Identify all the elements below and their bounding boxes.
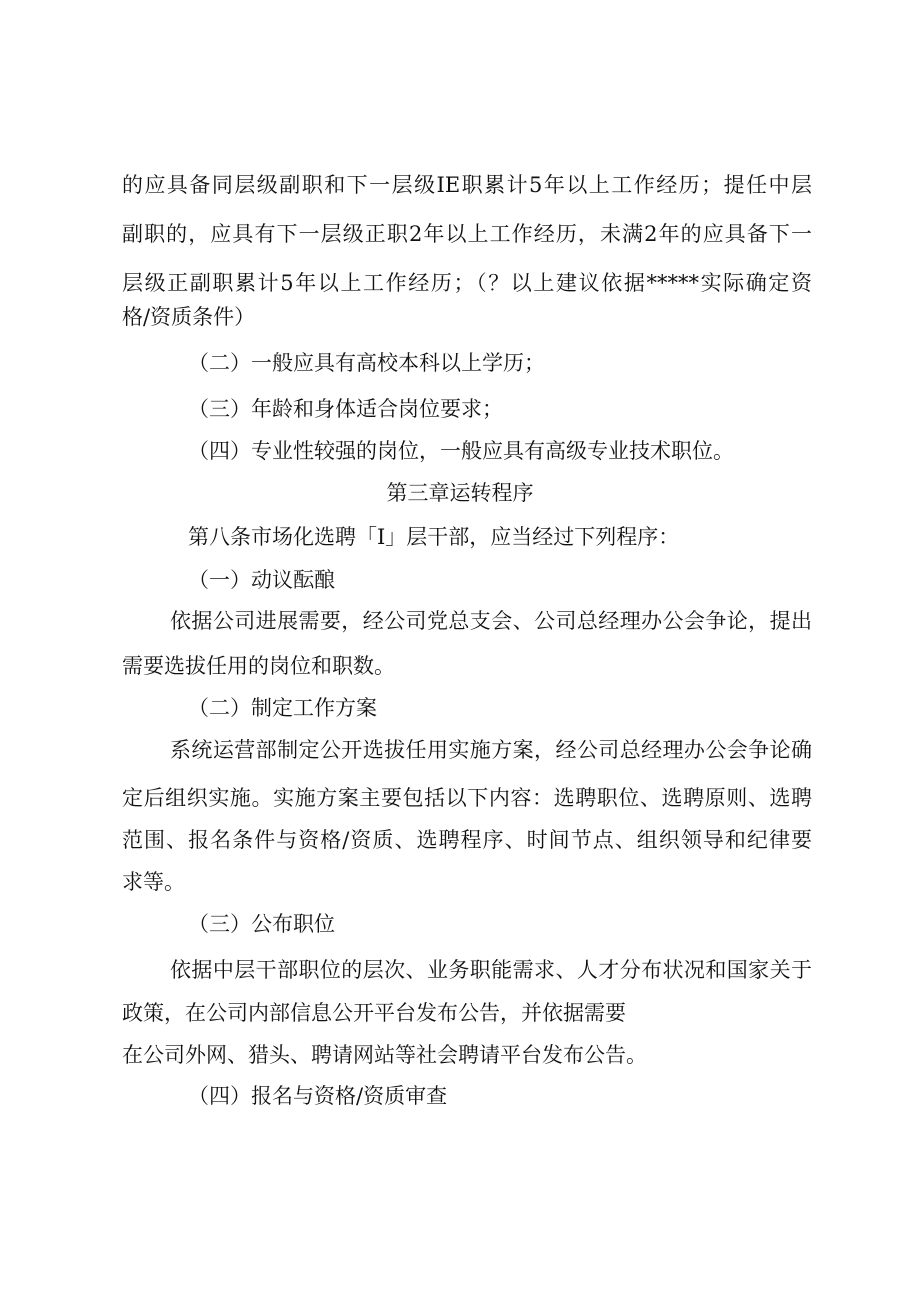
subsection-heading: （二）制定工作方案 <box>188 696 377 720</box>
paragraph-line: 定后组织实施。实施方案主要包括以下内容：选聘职位、选聘原则、选聘 <box>122 786 812 810</box>
paragraph-line: 政策，在公司内部信息公开平台发布公告，并依据需要 <box>122 1001 626 1025</box>
subsection-heading: （三）公布职位 <box>188 912 335 936</box>
article-heading: 第八条市场化选聘「I」层干部，应当经过下列程序： <box>188 525 680 549</box>
list-item: （三）年龄和身体适合岗位要求； <box>188 397 503 421</box>
paragraph-line: 在公司外网、猎头、聘请网站等社会聘请平台发布公告。 <box>122 1043 647 1067</box>
subsection-heading: （一）动议酝酿 <box>188 568 335 592</box>
subsection-heading: （四）报名与资格/资质审查 <box>188 1084 448 1108</box>
paragraph-line: 依据公司进展需要，经公司党总支会、公司总经理办公会争论，提出 <box>170 609 812 633</box>
chapter-heading: 第三章运转程序 <box>386 481 534 505</box>
list-item: （二）一般应具有高校本科以上学历； <box>188 351 545 375</box>
paragraph-line: 副职的，应具有下一层级正职2年以上工作经历，未满2年的应具备下一 <box>122 222 812 246</box>
paragraph-line: 的应具备同层级副职和下一层级IE职累计5年以上工作经历；提任中层 <box>122 173 812 197</box>
list-item: （四）专业性较强的岗位，一般应具有高级专业技术职位。 <box>188 439 734 463</box>
paragraph-line: 依据中层干部职位的层次、业务职能需求、人才分布状况和国家关于 <box>170 958 812 982</box>
paragraph-line: 求等。 <box>122 870 185 894</box>
paragraph-line: 层级正副职累计5年以上工作经历；（？以上建议依据*****实际确定资 <box>122 271 812 295</box>
paragraph-line: 范围、报名条件与资格/资质、选聘程序、时间节点、组织领导和纪律要 <box>122 828 812 852</box>
paragraph-line: 格/资质条件） <box>122 305 256 329</box>
paragraph-line: 需要选拔任用的岗位和职数。 <box>122 654 395 678</box>
paragraph-line: 系统运营部制定公开选拔任用实施方案，经公司总经理办公会争论确 <box>170 738 812 762</box>
